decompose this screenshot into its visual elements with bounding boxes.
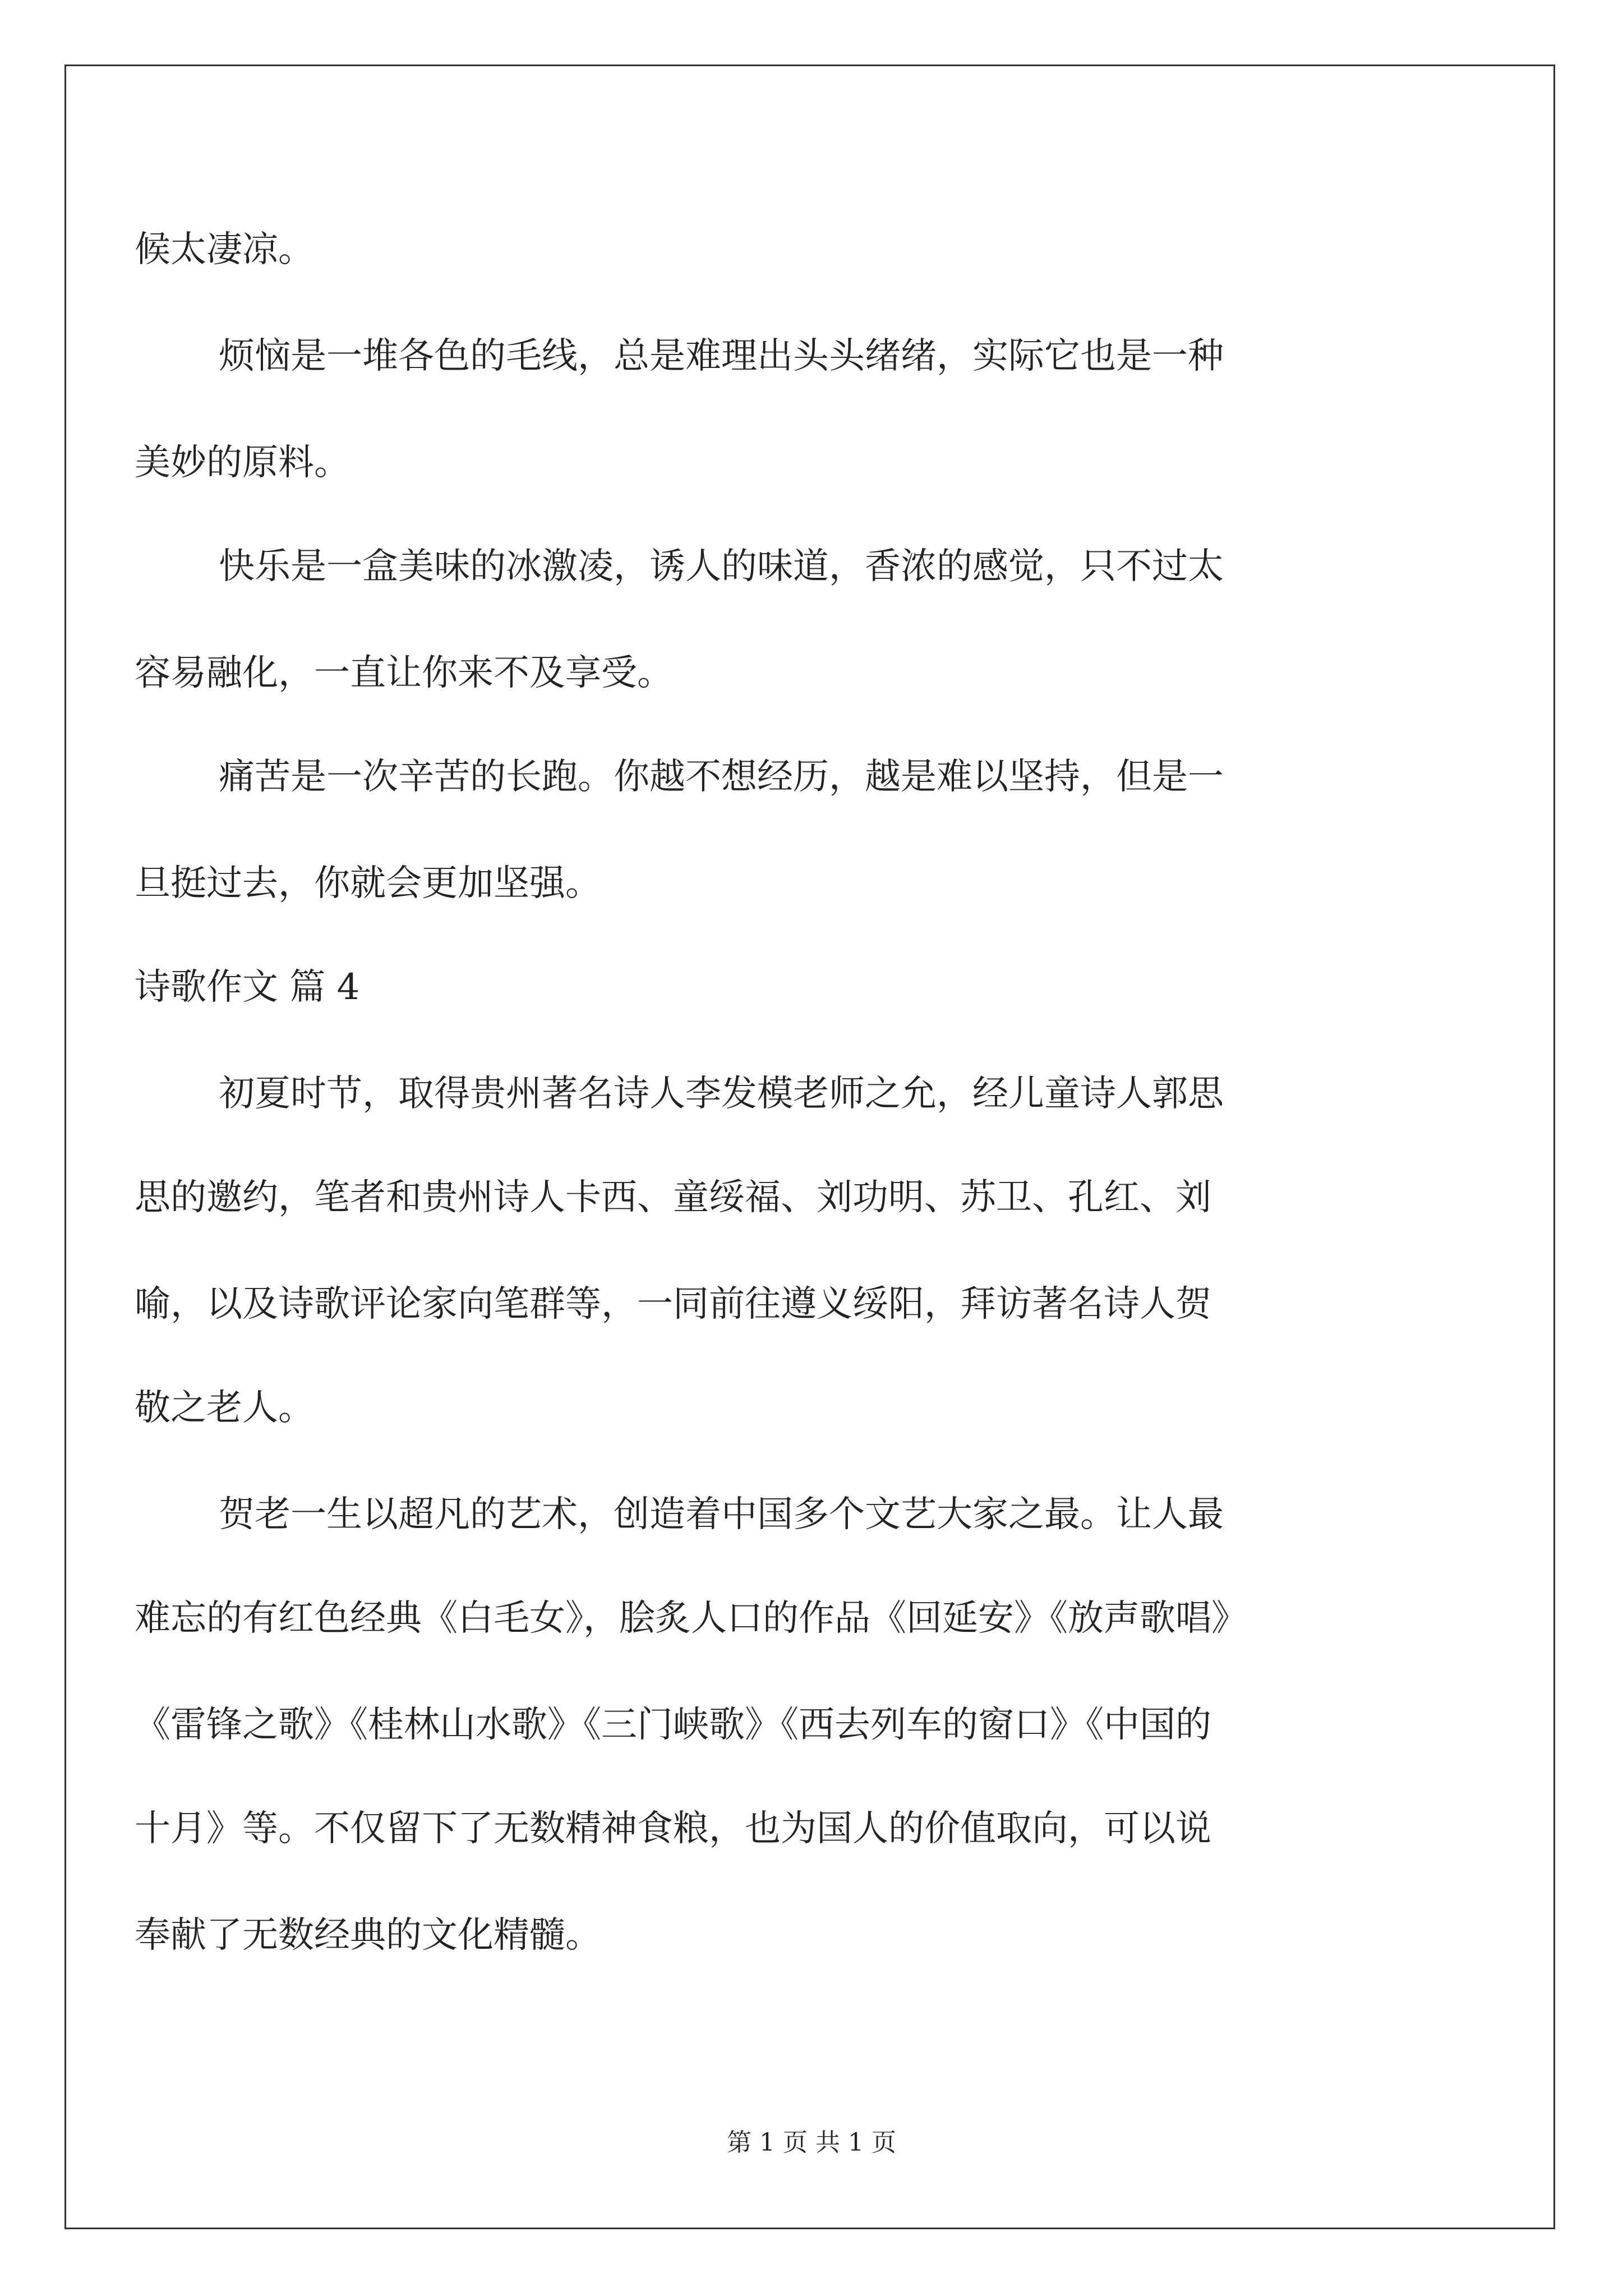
text-line: 思的邀约，笔者和贵州诗人卡西、童绥福、刘功明、苏卫、孔红、刘 — [135, 1177, 1211, 1218]
text-line: 《雷锋之歌》《桂林山水歌》《三门峡歌》《西去列车的窗口》《中国的 — [135, 1704, 1211, 1746]
paragraph-first-line: 初夏时节，取得贵州著名诗人李发模老师之允，经儿童诗人郭思 — [219, 1073, 1224, 1115]
paragraph-first-line: 烦恼是一堆各色的毛线，总是难理出头头绪绪，实际它也是一种 — [219, 335, 1224, 377]
text-line: 敬之老人。 — [135, 1387, 314, 1429]
text-line: 容易融化，一直让你来不及享受。 — [135, 652, 673, 694]
text-line: 美妙的原料。 — [135, 442, 350, 484]
section-heading: 诗歌作文 篇 4 — [135, 967, 360, 1008]
paragraph-first-line: 痛苦是一次辛苦的长跑。你越不想经历，越是难以坚持，但是一 — [219, 756, 1224, 798]
text-line: 难忘的有红色经典《白毛女》，脍炙人口的作品《回延安》《放声歌唱》 — [135, 1598, 1247, 1639]
text-line: 喻，以及诗歌评论家向笔群等，一同前往遵义绥阳，拜访著名诗人贺 — [135, 1283, 1211, 1325]
page-footer: 第 1 页 共 1 页 — [727, 2128, 896, 2157]
text-line: 奉献了无数经典的文化精髓。 — [135, 1915, 601, 1956]
text-line: 旦挺过去，你就会更加坚强。 — [135, 863, 601, 904]
paragraph-first-line: 贺老一生以超凡的艺术，创造着中国多个文艺大家之最。让人最 — [219, 1494, 1224, 1535]
page-border — [64, 65, 1555, 2229]
text-line: 候太凄凉。 — [135, 229, 314, 270]
paragraph-first-line: 快乐是一盒美味的冰激凌，诱人的味道，香浓的感觉，只不过太 — [219, 546, 1224, 587]
text-line: 十月》等。不仅留下了无数精神食粮，也为国人的价值取向，可以说 — [135, 1808, 1211, 1849]
